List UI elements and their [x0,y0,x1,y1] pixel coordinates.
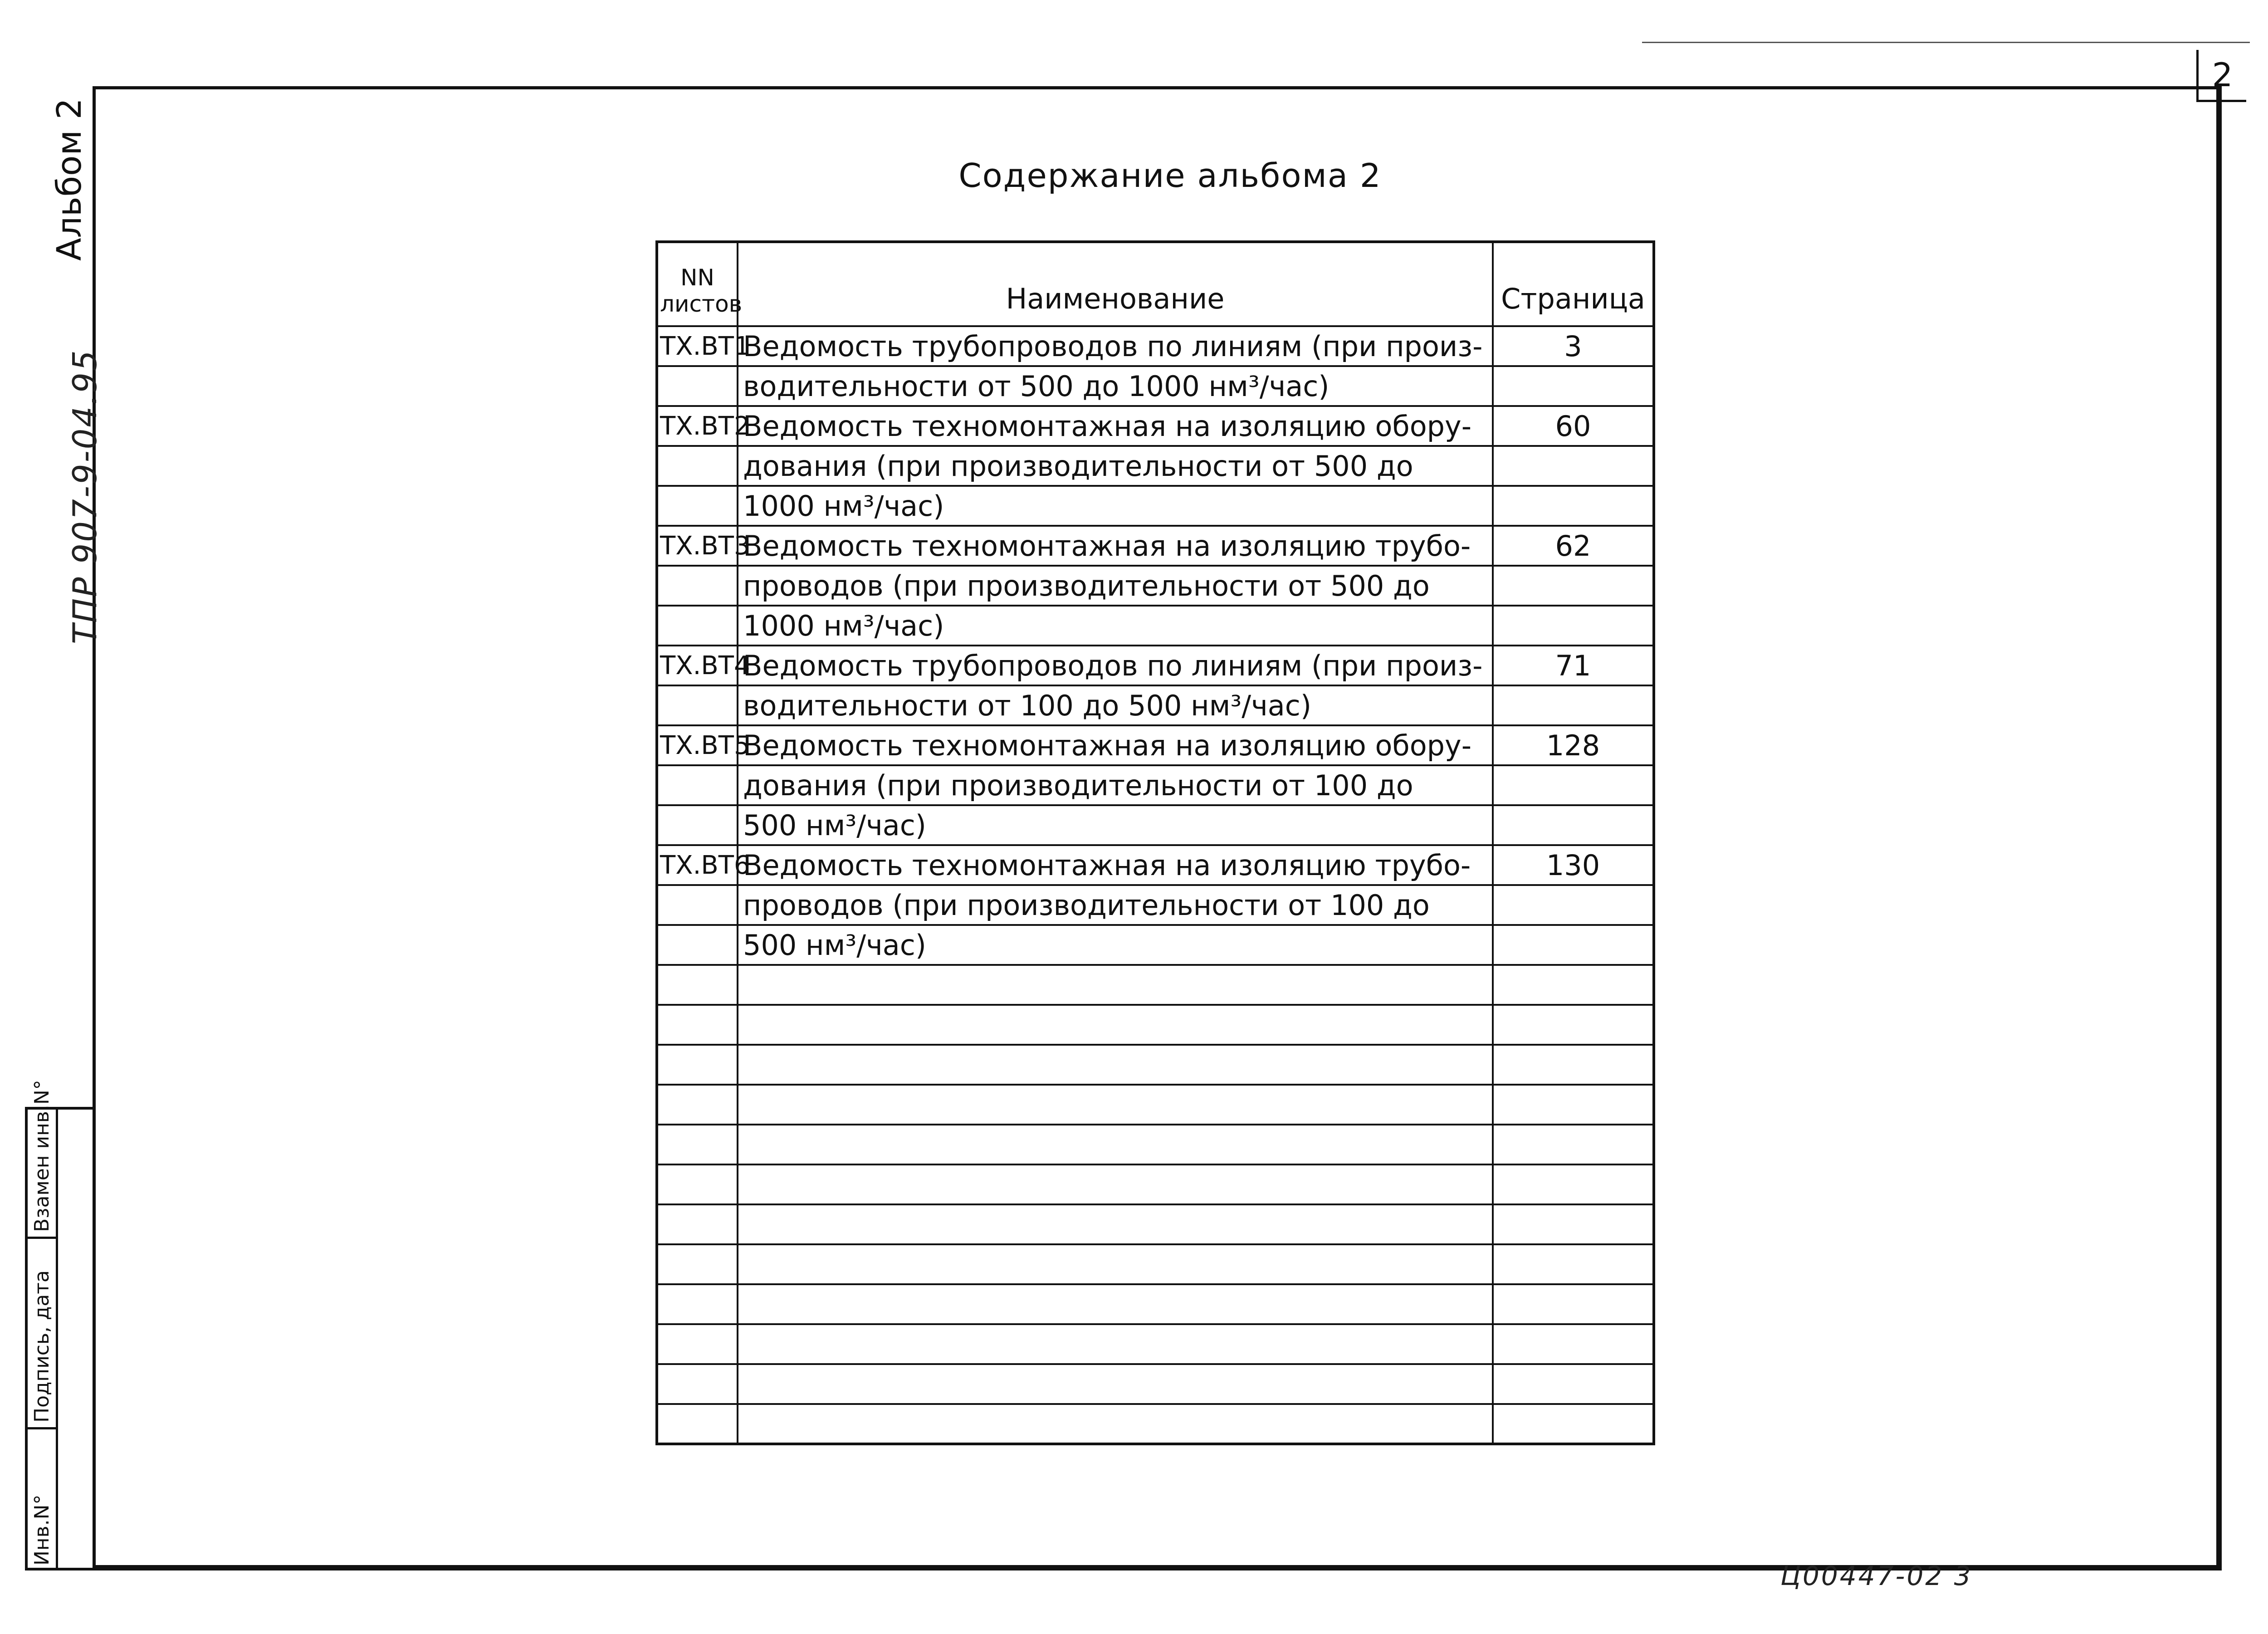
row-name: проводов (при производительности от 100 до [738,885,1493,925]
page-title: Содержание альбома 2 [958,157,1382,195]
stamp-inv-no: Инв.N° [30,1494,54,1566]
row-name [738,965,1493,1005]
table-row [657,925,1654,965]
table-row [657,646,1654,685]
row-code [657,1085,738,1125]
row-page: 71 [1493,646,1654,685]
row-page [1493,885,1654,925]
row-page [1493,1045,1654,1085]
contents-table [655,240,1655,1445]
row-page [1493,1284,1654,1324]
row-name: 1000 нм³/час) [738,606,1493,646]
top-border-line [1642,42,2250,43]
row-name: 1000 нм³/час) [738,486,1493,526]
row-code [657,685,738,725]
table-row [657,1204,1654,1244]
row-page: 130 [1493,845,1654,885]
table-row [657,606,1654,646]
row-name: проводов (при производительности от 500 до [738,566,1493,606]
row-code [657,1045,738,1085]
row-page: 62 [1493,526,1654,566]
row-name [738,1364,1493,1404]
row-name [738,1284,1493,1324]
header-num-line1: NN [680,264,714,291]
row-code [657,765,738,805]
table-row [657,1005,1654,1045]
table-row [657,1045,1654,1085]
header-name: Наименование [738,242,1493,326]
row-code: ТХ.ВТ4 [657,646,738,685]
row-page [1493,1364,1654,1404]
row-name [738,1005,1493,1045]
row-page [1493,965,1654,1005]
row-code [657,1125,738,1164]
row-name [738,1085,1493,1125]
table-row [657,1164,1654,1204]
row-name: водительности от 100 до 500 нм³/час) [738,685,1493,725]
row-name [738,1244,1493,1284]
row-name: дования (при производительности от 100 до [738,765,1493,805]
row-page [1493,566,1654,606]
row-name: водительности от 500 до 1000 нм³/час) [738,366,1493,406]
table-row [657,446,1654,486]
row-page [1493,1404,1654,1444]
row-page [1493,1125,1654,1164]
archive-code: Ц00447-02 3 [1780,1561,1973,1591]
table-row [657,845,1654,885]
row-name [738,1125,1493,1164]
row-page [1493,486,1654,526]
table-row [657,486,1654,526]
approval-stamp [25,1080,93,1570]
row-code [657,965,738,1005]
row-name: 500 нм³/час) [738,925,1493,965]
row-page [1493,606,1654,646]
sheet-number: 2 [2196,50,2246,102]
header-page: Страница [1493,242,1654,326]
row-page [1493,1204,1654,1244]
row-page [1493,925,1654,965]
table-row [657,406,1654,446]
row-page: 128 [1493,725,1654,765]
album-label: Альбом 2 [50,98,89,261]
row-name: Ведомость техномонтажная на изоляцию трубо- [738,845,1493,885]
header-num-line2: листов [660,291,743,317]
row-code [657,1324,738,1364]
row-name: дования (при производительности от 500 до [738,446,1493,486]
row-name: Ведомость трубопроводов по линиям (при произ- [738,646,1493,685]
stamp-replaces-inv: Взамен инв.N° [30,1080,54,1232]
row-code [657,606,738,646]
row-code [657,925,738,965]
table-row [657,885,1654,925]
row-code: ТХ.ВТ3 [657,526,738,566]
row-page [1493,446,1654,486]
table-row [657,566,1654,606]
row-code [657,1404,738,1444]
row-code [657,805,738,845]
row-code [657,1284,738,1324]
table-row [657,1244,1654,1284]
table-row [657,1125,1654,1164]
table-row [657,326,1654,366]
stamp-cell-separator [28,1427,56,1429]
row-code: ТХ.ВТ2 [657,406,738,446]
row-code: ТХ.ВТ5 [657,725,738,765]
row-name [738,1324,1493,1364]
row-name: 500 нм³/час) [738,805,1493,845]
row-code [657,1364,738,1404]
row-page [1493,805,1654,845]
table-row [657,1324,1654,1364]
row-page: 60 [1493,406,1654,446]
row-code [657,1244,738,1284]
table-row [657,366,1654,406]
row-code [657,1164,738,1204]
row-page: 3 [1493,326,1654,366]
table-row [657,685,1654,725]
row-code [657,566,738,606]
row-name: Ведомость техномонтажная на изоляцию обору- [738,406,1493,446]
stamp-signature-date: Подпись, дата [30,1270,54,1423]
row-page [1493,765,1654,805]
row-code [657,446,738,486]
row-code [657,366,738,406]
row-page [1493,685,1654,725]
document-code: ТПР 907-9-04.95 [66,349,104,644]
stamp-divider [56,1110,58,1568]
row-code: ТХ.ВТ6 [657,845,738,885]
row-name [738,1204,1493,1244]
table-row [657,526,1654,566]
table-row [657,1404,1654,1444]
row-name [738,1164,1493,1204]
row-page [1493,1244,1654,1284]
table-row [657,1284,1654,1324]
row-name: Ведомость трубопроводов по линиям (при произ- [738,326,1493,366]
row-name: Ведомость техномонтажная на изоляцию обору- [738,725,1493,765]
table-row [657,805,1654,845]
table-row [657,725,1654,765]
row-name [738,1045,1493,1085]
row-code [657,1204,738,1244]
row-page [1493,366,1654,406]
row-code [657,486,738,526]
header-sheet-number [657,242,743,326]
table-row [657,1085,1654,1125]
row-page [1493,1005,1654,1045]
stamp-cell-separator [28,1237,56,1239]
table-header-row [657,242,1654,326]
row-name: Ведомость техномонтажная на изоляцию трубо- [738,526,1493,566]
table-row [657,1364,1654,1404]
row-page [1493,1085,1654,1125]
row-page [1493,1164,1654,1204]
table-row [657,765,1654,805]
row-page [1493,1324,1654,1364]
row-name [738,1404,1493,1444]
row-code [657,1005,738,1045]
row-code: ТХ.ВТ1 [657,326,738,366]
row-code [657,885,738,925]
table-row [657,965,1654,1005]
